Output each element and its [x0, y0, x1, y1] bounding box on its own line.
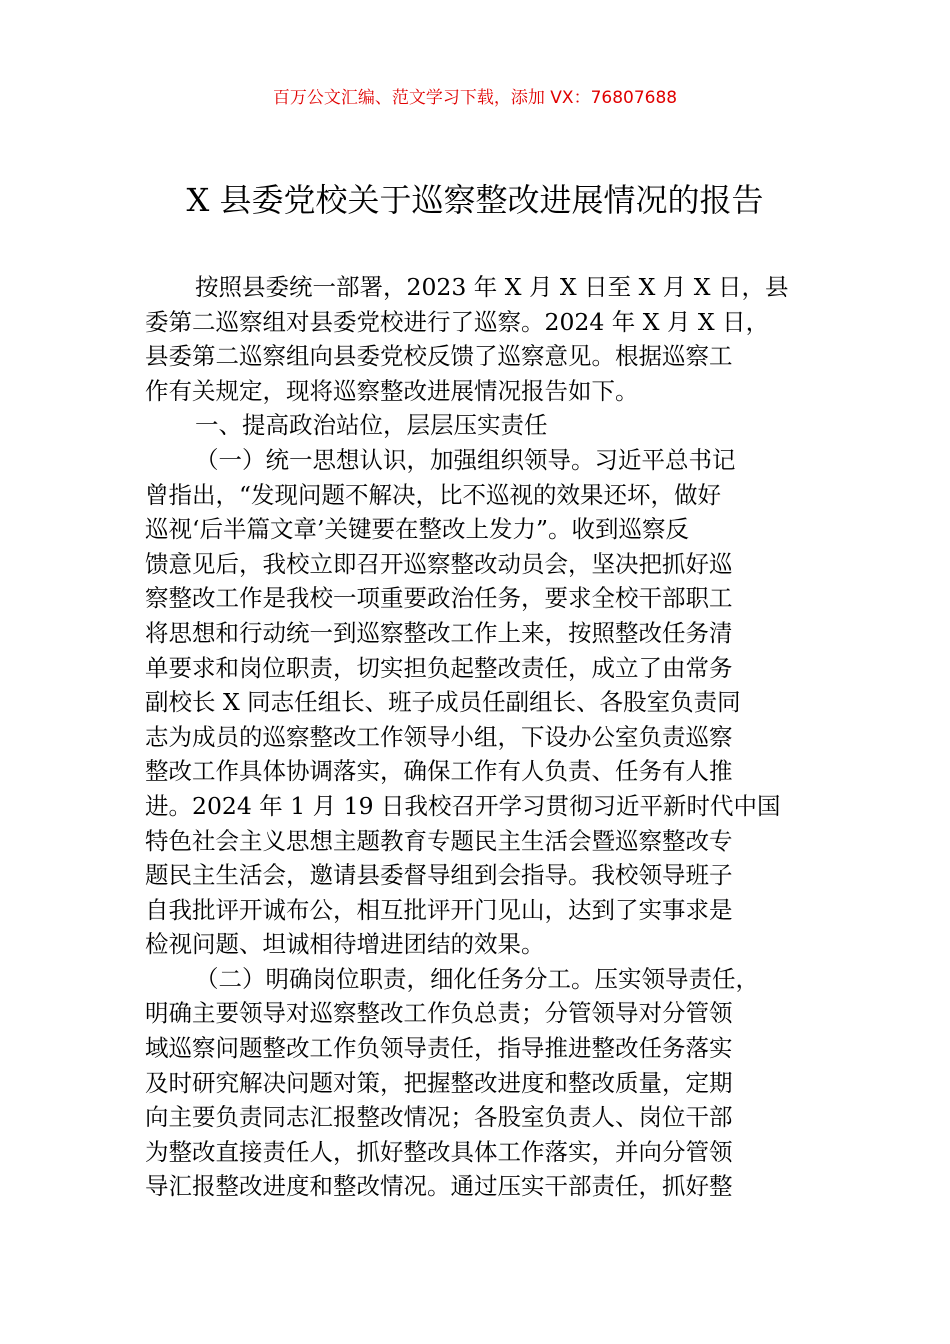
paragraph-line: （二）明确岗位职责，细化任务分工。压实领导责任， — [195, 964, 759, 993]
paragraph-line: 委第二巡察组对县委党校进行了巡察。2024 年 X 月 X 日， — [145, 307, 770, 336]
paragraph-line: 为整改直接责任人，抓好整改具体工作落实，并向分管领 — [145, 1137, 733, 1166]
header-watermark-note: 百万公文汇编、范文学习下载，添加 VX：76807688 — [272, 88, 678, 108]
paragraph-line: 明确主要领导对巡察整改工作负总责；分管领导对分管领 — [145, 999, 733, 1028]
paragraph-line: 题民主生活会，邀请县委督导组到会指导。我校领导班子 — [145, 861, 733, 890]
document-title: X 县委党校关于巡察整改进展情况的报告 — [186, 181, 764, 219]
paragraph-line: 巡视‘后半篇文章’关键要在整改上发力”。收到巡察反 — [145, 515, 689, 544]
paragraph-line: 县委第二巡察组向县委党校反馈了巡察意见。根据巡察工 — [145, 342, 733, 371]
paragraph-line: 特色社会主义思想主题教育专题民主生活会暨巡察整改专 — [145, 826, 733, 855]
paragraph-line: 检视问题、坦诚相待增进团结的效果。 — [145, 930, 545, 959]
paragraph-line: 馈意见后，我校立即召开巡察整改动员会，坚决把抓好巡 — [145, 549, 733, 578]
section-heading-line: 一、提高政治站位，层层压实责任 — [195, 411, 548, 440]
paragraph-line: 曾指出，“发现问题不解决，比不巡视的效果还坏，做好 — [145, 480, 722, 509]
paragraph-line: 及时研究解决问题对策，把握整改进度和整改质量，定期 — [145, 1068, 733, 1097]
paragraph-line: （一）统一思想认识，加强组织领导。习近平总书记 — [195, 445, 736, 474]
paragraph-line: 向主要负责同志汇报整改情况；各股室负责人、岗位干部 — [145, 1103, 733, 1132]
paragraph-line: 将思想和行动统一到巡察整改工作上来，按照整改任务清 — [145, 618, 733, 647]
paragraph-line: 进。2024 年 1 月 19 日我校召开学习贯彻习近平新时代中国 — [145, 791, 781, 820]
paragraph-line: 整改工作具体协调落实，确保工作有人负责、任务有人推 — [145, 757, 733, 786]
paragraph-line: 导汇报整改进度和整改情况。通过压实干部责任，抓好整 — [145, 1172, 733, 1201]
paragraph-line: 作有关规定，现将巡察整改进展情况报告如下。 — [145, 376, 639, 405]
paragraph-line: 域巡察问题整改工作负领导责任，指导推进整改任务落实 — [145, 1034, 733, 1063]
paragraph-line: 察整改工作是我校一项重要政治任务，要求全校干部职工 — [145, 584, 733, 613]
paragraph-line: 自我批评开诚布公，相互批评开门见山，达到了实事求是 — [145, 895, 733, 924]
paragraph-line: 按照县委统一部署，2023 年 X 月 X 日至 X 月 X 日，县 — [195, 273, 789, 301]
paragraph-line: 副校长 X 同志任组长、班子成员任副组长、各股室负责同 — [145, 688, 741, 717]
paragraph-line: 志为成员的巡察整改工作领导小组，下设办公室负责巡察 — [145, 722, 733, 751]
document-body — [145, 270, 810, 1204]
paragraph-line: 单要求和岗位职责，切实担负起整改责任，成立了由常务 — [145, 653, 733, 682]
